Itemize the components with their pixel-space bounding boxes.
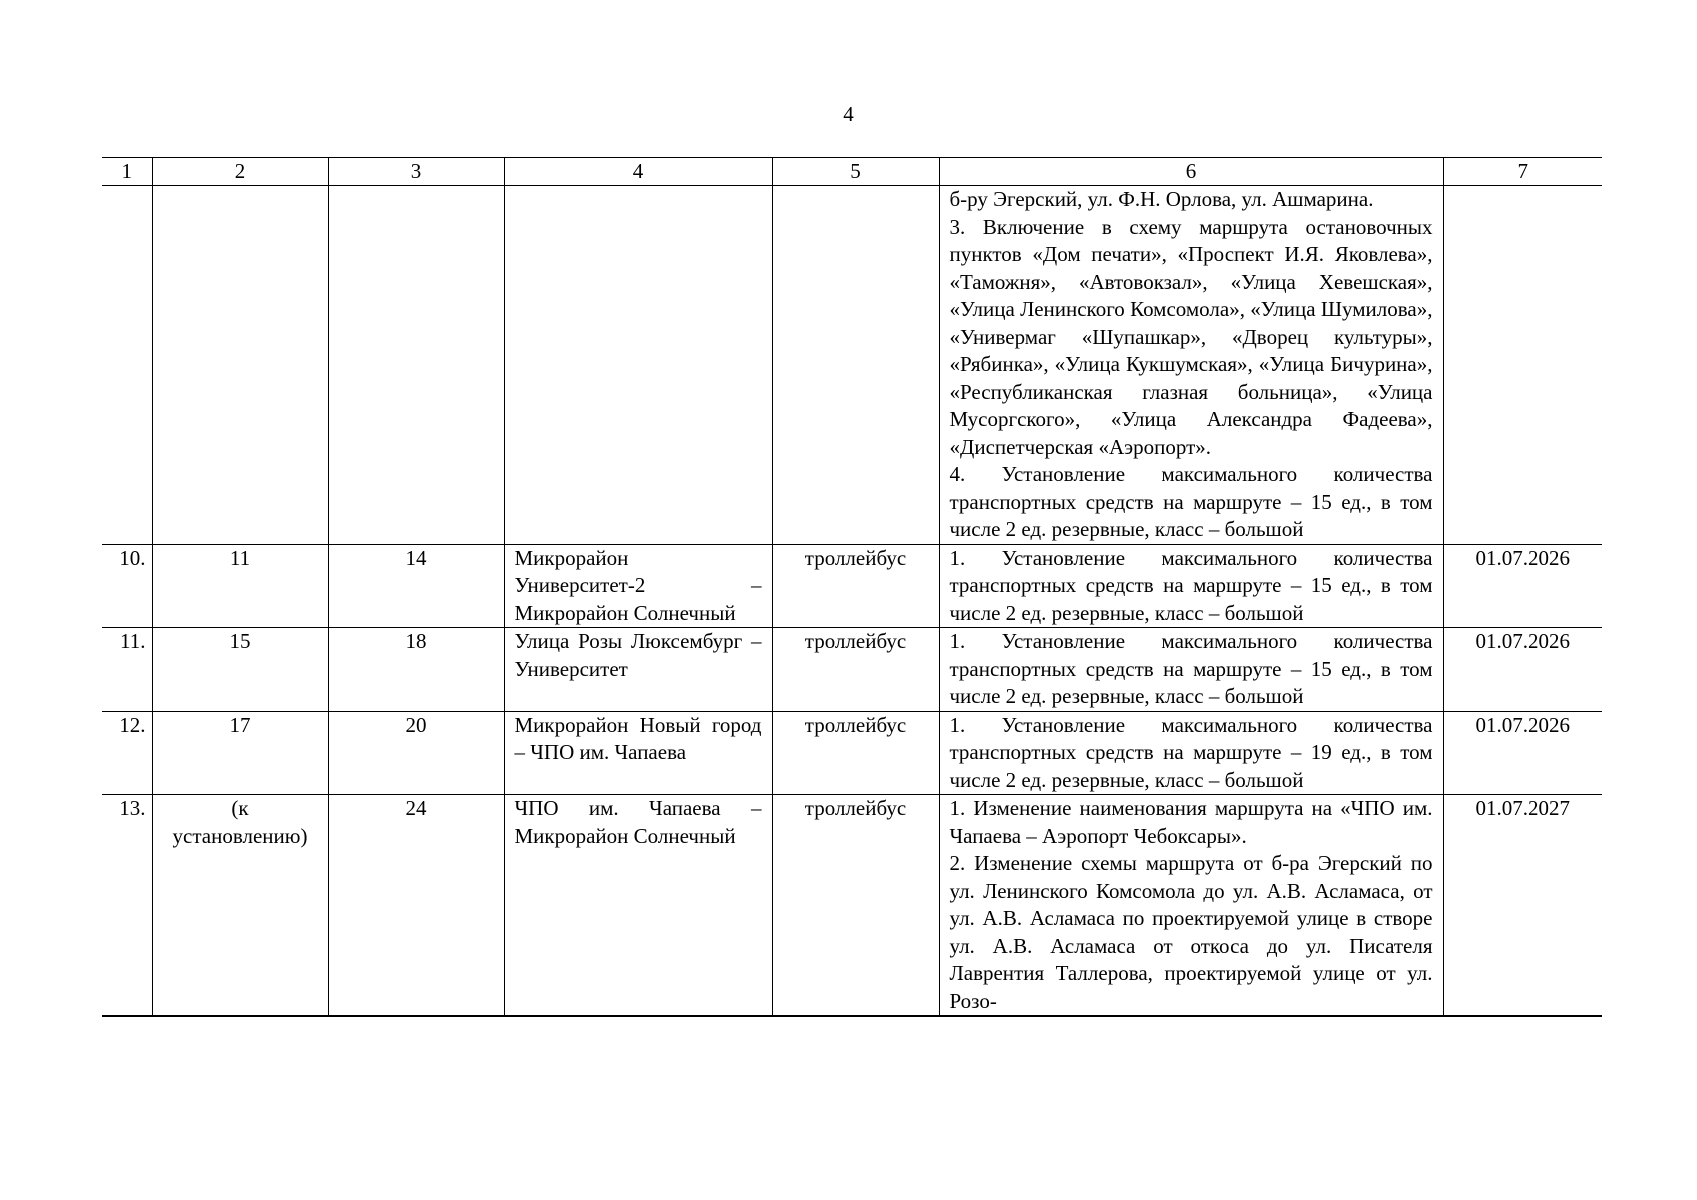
column-header: 6 [939,158,1443,186]
transport-type: троллейбус [772,795,939,1017]
route-name [504,186,772,545]
changes-paragraph: 1. Установление максимального количества транспортных средств на маршруте – 19 ед., в том числе 2 ед. резервные, класс – большой [949,712,1433,792]
changes-cell [939,711,1443,795]
routes-table [102,157,1602,1017]
registry-number: 14 [328,544,504,628]
column-header: 5 [772,158,939,186]
effective-date: 01.07.2026 [1443,544,1602,628]
row-number [102,186,152,545]
route-name: ЧПО им. Чапаева – Микрорайон Солнечный [504,795,772,1017]
route-number [152,186,328,545]
registry-number: 18 [328,628,504,712]
column-header: 7 [1443,158,1602,186]
transport-type: троллейбус [772,544,939,628]
changes-paragraph: 3. Включение в схему маршрута остановочных пунктов «Дом печати», «Проспект И.Я. Яковлева», «Таможня», «Автовокзал», «Улица Хевешская», «Улица Ленинского Комсомола», «Улица Шумилова», «Универмаг «Шупашкар», «Дворец культуры», «Рябинка», «Улица Кукшумская», «Улица Бичурина», «Республиканская глазная больница», «Улица Мусоргского», «Улица Александра Фадеева», «Диспетчерская «Аэропорт». [949,214,1433,459]
column-header: 2 [152,158,328,186]
registry-number: 24 [328,795,504,1017]
table-row [102,544,1602,628]
changes-paragraph: 1. Установление максимального количества транспортных средств на маршруте – 15 ед., в том числе 2 ед. резервные, класс – большой [949,545,1433,625]
route-number: 15 [152,628,328,712]
row-number: 12. [102,711,152,795]
changes-paragraph: 1. Изменение наименования маршрута на «ЧПО им. Чапаева – Аэропорт Чебоксары». [949,796,1433,848]
route-number: (к установлению) [152,795,328,1017]
row-number: 10. [102,544,152,628]
table-row [102,711,1602,795]
route-name: Улица Розы Люксембург – Университет [504,628,772,712]
table-row [102,628,1602,712]
changes-cell [939,186,1443,545]
route-name: Микрорайон Университет-2 – Микрорайон Солнечный [504,544,772,628]
column-header: 3 [328,158,504,186]
row-number: 11. [102,628,152,712]
effective-date [1443,186,1602,545]
table-row [102,795,1602,1017]
table-header-row [102,158,1602,186]
column-header: 1 [102,158,152,186]
changes-cell [939,795,1443,1017]
changes-cell [939,628,1443,712]
changes-paragraph: 2. Изменение схемы маршрута от б-ра Эгерский по ул. Ленинского Комсомола до ул. А.В. Асламаса, от ул. А.В. Асламаса по проектируемой улице в створе ул. А.В. Асламаса от откоса до ул. Писателя Лаврентия Таллерова, проектируемой улице от ул. Розо- [949,851,1433,1013]
transport-type: троллейбус [772,711,939,795]
changes-paragraph: б-ру Эгерский, ул. Ф.Н. Орлова, ул. Ашмарина. [949,187,1374,211]
transport-type: троллейбус [772,628,939,712]
effective-date: 01.07.2027 [1443,795,1602,1017]
route-number: 17 [152,711,328,795]
changes-paragraph: 1. Установление максимального количества транспортных средств на маршруте – 15 ед., в том числе 2 ед. резервные, класс – большой [949,629,1433,708]
changes-cell [939,544,1443,628]
row-number: 13. [102,795,152,1017]
route-number: 11 [152,544,328,628]
effective-date: 01.07.2026 [1443,711,1602,795]
table-row [102,186,1602,545]
route-name: Микрорайон Новый город – ЧПО им. Чапаева [504,711,772,795]
transport-type [772,186,939,545]
registry-number: 20 [328,711,504,795]
column-header: 4 [504,158,772,186]
changes-paragraph: 4. Установление максимального количества транспортных средств на маршруте – 15 ед., в том числе 2 ед. резервные, класс – большой [949,462,1433,541]
registry-number [328,186,504,545]
page-number: 4 [843,102,854,126]
effective-date: 01.07.2026 [1443,628,1602,712]
